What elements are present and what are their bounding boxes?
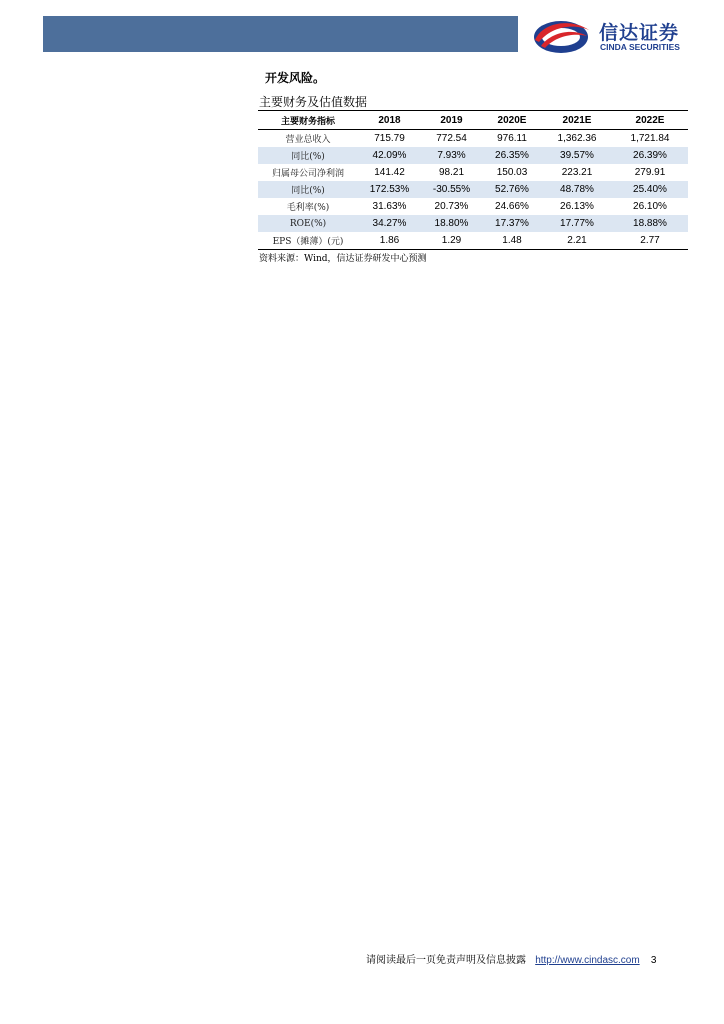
table-cell: 25.40% <box>612 181 688 198</box>
table-cell: 52.76% <box>482 181 542 198</box>
column-header: 2022E <box>635 114 665 126</box>
table-cell: 18.88% <box>612 215 688 232</box>
table-cell: 39.57% <box>542 147 612 164</box>
page-number: 3 <box>650 955 657 966</box>
row-label: EPS（摊薄）(元) <box>272 237 344 247</box>
table-cell: 26.13% <box>560 201 594 212</box>
table-cell: 172.53% <box>358 181 421 198</box>
header-band <box>43 16 518 52</box>
column-header: 2019 <box>440 114 463 126</box>
brand-name-en: CINDA SECURITIES <box>600 42 680 52</box>
table-header-row <box>258 111 688 130</box>
table-row <box>258 130 688 148</box>
table-cell: 141.42 <box>374 167 405 178</box>
table-cell: 26.39% <box>612 147 688 164</box>
column-header: 2020E <box>497 114 527 126</box>
table-cell: 223.21 <box>561 167 593 178</box>
website-link[interactable]: http://www.cindasc.com <box>535 955 640 966</box>
table-cell: 24.66% <box>495 201 529 212</box>
table-cell: 48.78% <box>542 181 612 198</box>
table-cell: 1.29 <box>441 235 462 246</box>
table-row <box>258 198 688 215</box>
table-cell: -30.55% <box>421 181 482 198</box>
row-label: 同比(%) <box>258 147 358 164</box>
table-row <box>258 147 688 164</box>
table-cell: 31.63% <box>372 201 407 212</box>
table-cell: 20.73% <box>434 201 469 212</box>
column-header: 2021E <box>562 114 592 126</box>
column-header: 主要财务指标 <box>280 115 335 126</box>
table-cell: 772.54 <box>436 133 467 144</box>
table-cell: 17.37% <box>482 215 542 232</box>
table-cell: 17.77% <box>542 215 612 232</box>
table-cell: 42.09% <box>358 147 421 164</box>
financial-data-table <box>258 110 688 250</box>
disclaimer-text: 请阅读最后一页免责声明及信息披露 <box>366 955 526 966</box>
table-cell: 26.35% <box>482 147 542 164</box>
brand-name-cn: 信达证券 <box>599 22 680 44</box>
row-label: 归属母公司净利润 <box>271 169 344 179</box>
table-row <box>258 181 688 198</box>
row-label: ROE(%) <box>258 215 358 232</box>
row-label: 毛利率(%) <box>286 203 330 213</box>
table-cell: 1.86 <box>379 235 400 246</box>
table-cell: 1,721.84 <box>630 133 670 144</box>
table-cell: 2.21 <box>567 235 587 246</box>
table-cell: 2.77 <box>640 235 660 246</box>
table-cell: 34.27% <box>358 215 421 232</box>
table-cell: 976.11 <box>497 133 527 144</box>
table-cell: 1.48 <box>502 235 522 246</box>
source-note: 资料来源：Wind，信达证券研发中心预测 <box>259 254 427 264</box>
footer <box>366 951 656 966</box>
table-cell: 98.21 <box>438 167 465 178</box>
table-cell: 18.80% <box>421 215 482 232</box>
column-header: 2018 <box>378 114 401 126</box>
intro-text: 开发风险。 <box>265 71 326 85</box>
cinda-logo-icon <box>531 16 593 56</box>
table-row <box>258 232 688 250</box>
table-cell: 279.91 <box>634 167 666 178</box>
table-title: 主要财务及估值数据 <box>259 95 368 109</box>
table-row <box>258 215 688 232</box>
table-cell: 150.03 <box>496 167 528 178</box>
row-label: 营业总收入 <box>285 135 331 145</box>
table-cell: 715.79 <box>374 133 405 144</box>
row-label: 同比(%) <box>258 181 358 198</box>
table-row <box>258 164 688 181</box>
table-cell: 1,362.36 <box>557 133 597 144</box>
cinda-logo <box>531 16 711 56</box>
table-cell: 7.93% <box>421 147 482 164</box>
table-cell: 26.10% <box>633 201 667 212</box>
